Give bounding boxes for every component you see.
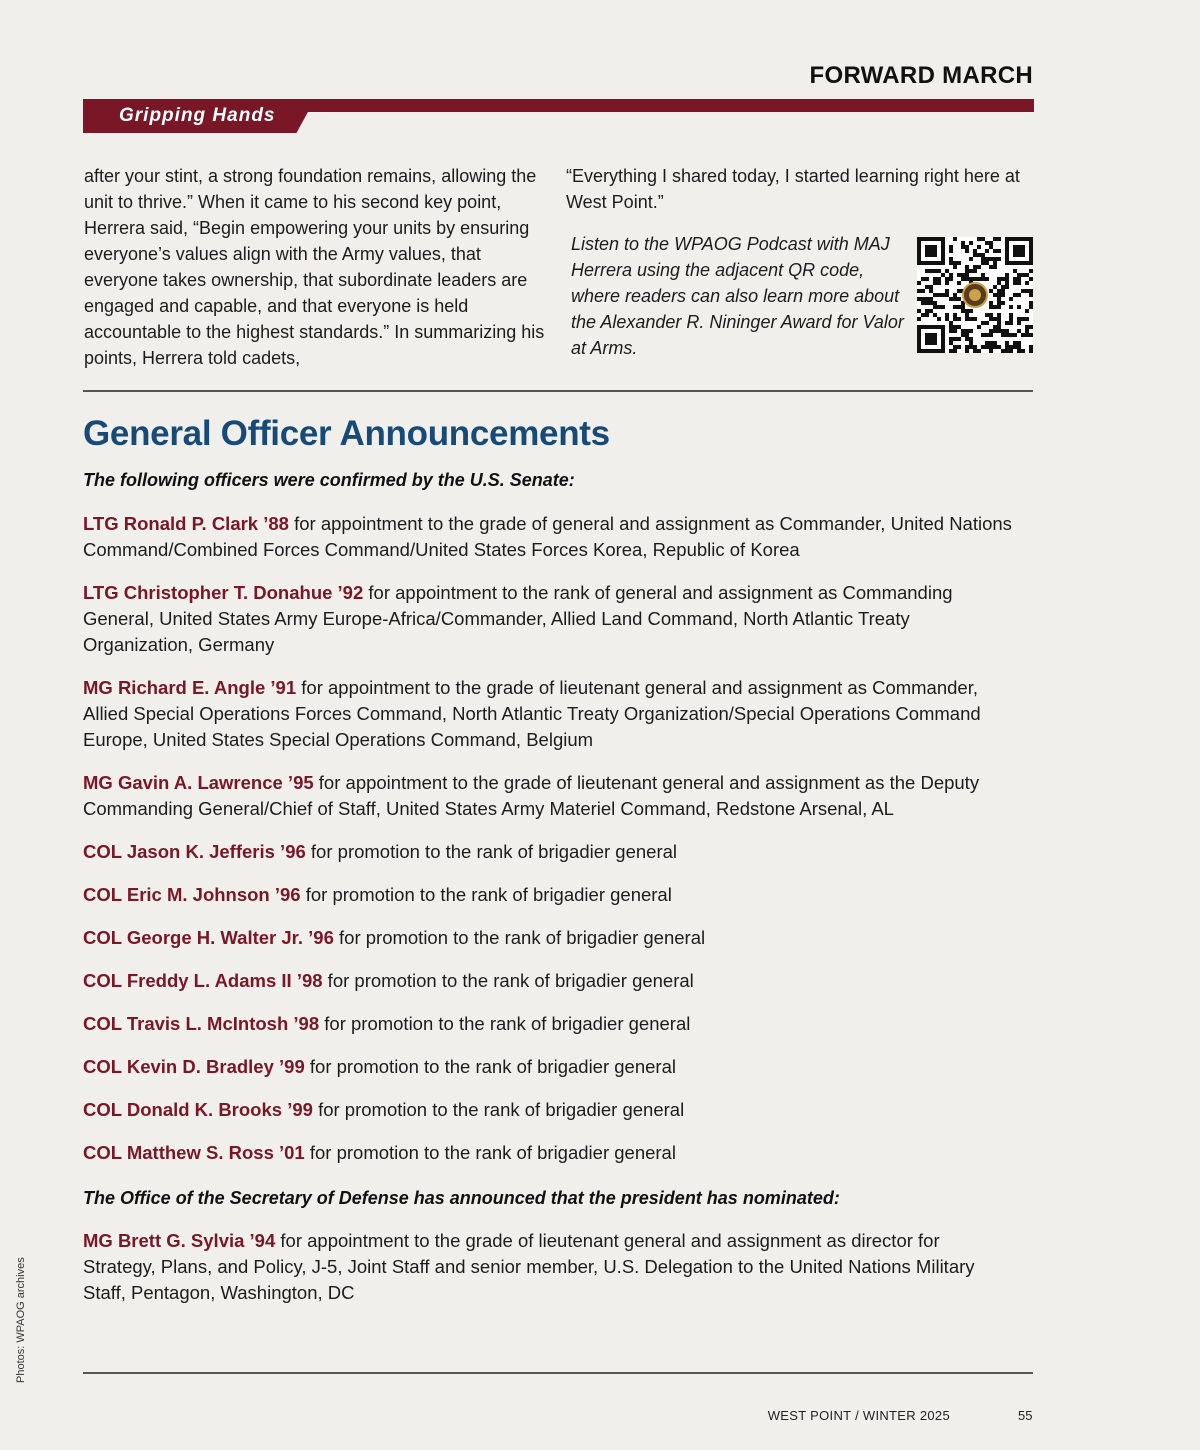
qr-code-icon[interactable] (917, 237, 1033, 353)
banner-label: Gripping Hands (119, 105, 276, 126)
osd-entries-list (83, 1228, 1013, 1323)
officer-name: MG Gavin A. Lawrence ’95 (83, 772, 314, 793)
appointment-text: for promotion to the rank of brigadier general (304, 1056, 676, 1077)
officer-name: LTG Christopher T. Donahue ’92 (83, 582, 364, 603)
qr-code-graphic (917, 237, 1033, 353)
appointment-text: for promotion to the rank of brigadier general (333, 927, 706, 948)
officer-name: COL Donald K. Brooks ’99 (83, 1099, 313, 1120)
senate-intro: The following officers were confirmed by the U.S. Senate: (83, 470, 575, 490)
section-title: FORWARD MARCH (809, 62, 1033, 89)
photo-credit: Photos: WPAOG archives (15, 1257, 27, 1383)
officer-name: COL George H. Walter Jr. ’96 (83, 927, 334, 948)
announcement-entry (83, 580, 1013, 658)
page-number: 55 (1018, 1408, 1033, 1423)
officer-name: LTG Ronald P. Clark ’88 (83, 513, 289, 534)
osd-intro: The Office of the Secretary of Defense has announced that the president has nominated: (83, 1188, 840, 1208)
officer-name: COL Kevin D. Bradley ’99 (83, 1056, 305, 1077)
appointment-text: for promotion to the rank of brigadier general (300, 884, 672, 905)
officer-name: COL Travis L. McIntosh ’98 (83, 1013, 320, 1034)
officer-name: COL Freddy L. Adams II ’98 (83, 970, 323, 991)
announcement-entry (83, 968, 1013, 994)
article-left-column: after your stint, a strong foundation remains, allowing the unit to thrive.” When it came to his second key point, Herrera said, “Begin empowering your units by ensuring everyone’s values align with the Army values, that everyone takes ownership, that subordinate leaders are engaged and capable, and that everyone is held accountable to the highest standards.” In summarizing his points, Herrera told cadets, (84, 166, 545, 368)
appointment-text: for promotion to the rank of brigadier general (312, 1099, 685, 1120)
announcement-entry (83, 675, 1013, 753)
page-title: General Officer Announcements (83, 414, 610, 453)
appointment-text: for appointment to the grade of lieutenant general and assignment as Commander, Allied Special Operations Forces Command, North Atlantic Treaty Organization/Special Operations Command Europe, United States Special Operations Command, Belgium (83, 677, 981, 750)
announcement-entry (83, 1140, 1013, 1166)
announcement-entry (83, 770, 1013, 822)
footer-publication: WEST POINT / WINTER 2025 (767, 1408, 950, 1423)
announcement-entry (83, 1097, 1013, 1123)
officer-name: COL Matthew S. Ross ’01 (83, 1142, 305, 1163)
officer-name: MG Richard E. Angle ’91 (83, 677, 297, 698)
officer-name: COL Eric M. Johnson ’96 (83, 884, 301, 905)
divider-bottom (83, 1372, 1033, 1374)
appointment-text: for promotion to the rank of brigadier general (322, 970, 694, 991)
officer-name: COL Jason K. Jefferis ’96 (83, 841, 306, 862)
announcement-entry (83, 1054, 1013, 1080)
article-right-column (566, 163, 1036, 215)
podcast-note: Listen to the WPAOG Podcast with MAJ Herrera using the adjacent QR code, where readers can also learn more about the Alexander R. Nininger Award for Valor at Arms. (571, 234, 904, 358)
appointment-text: for promotion to the rank of brigadier general (319, 1013, 691, 1034)
appointment-text: for promotion to the rank of brigadier general (304, 1142, 676, 1163)
appointment-text: for appointment to the grade of lieutenant general and assignment as director for Strategy, Plans, and Policy, J-5, Joint Staff and senior member, U.S. Delegation to the United Nations Military Staff, Pentagon, Washington, DC (83, 1230, 975, 1303)
announcement-entry (83, 511, 1013, 563)
announcement-entry (83, 1228, 1013, 1306)
divider-top (83, 390, 1033, 392)
officer-name: MG Brett G. Sylvia ’94 (83, 1230, 276, 1251)
announcement-entry (83, 925, 1013, 951)
senate-entries-list (83, 511, 1013, 1183)
announcement-entry (83, 882, 1013, 908)
appointment-text: for promotion to the rank of brigadier general (305, 841, 678, 862)
appointment-text: for appointment to the grade of lieutenant general and assignment as the Deputy Commanding General/Chief of Staff, United States Army Materiel Command, Redstone Arsenal, AL (83, 772, 980, 819)
announcement-entry (83, 839, 1013, 865)
appointment-text: for appointment to the grade of general and assignment as Commander, United Nations Command/Combined Forces Command/United States Forces Korea, Republic of Korea (83, 513, 1012, 560)
appointment-text: for appointment to the rank of general and assignment as Commanding General, United States Army Europe-Africa/Commander, Allied Land Command, North Atlantic Treaty Organization, Germany (83, 582, 953, 655)
article-quote: “Everything I shared today, I started learning right here at West Point.” (566, 166, 1020, 212)
announcement-entry (83, 1011, 1013, 1037)
